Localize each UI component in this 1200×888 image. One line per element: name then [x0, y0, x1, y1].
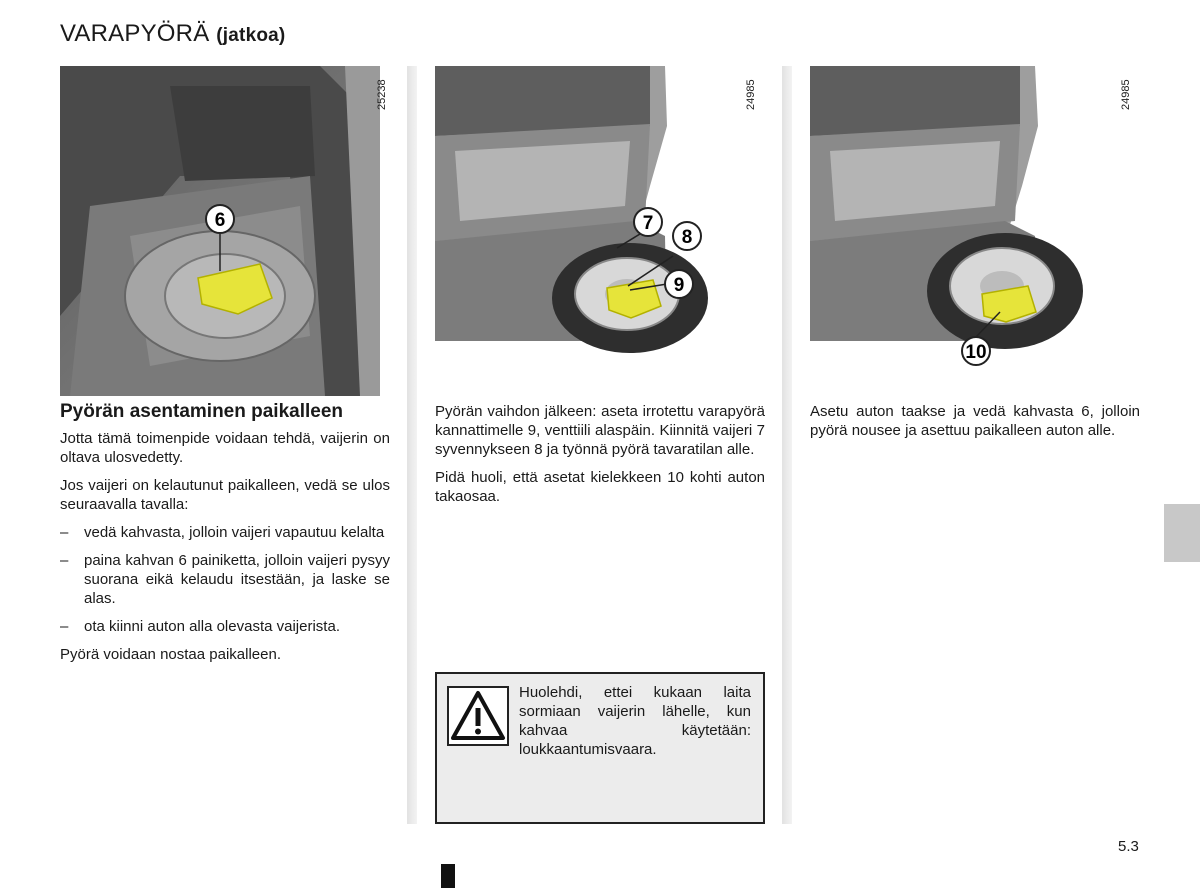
- list-item: – ota kiinni auton alla olevasta vaijerista.: [60, 617, 390, 636]
- paragraph: Asetu auton taakse ja vedä kahvasta 6, jolloin pyörä nousee ja asettuu paikalleen auton alle.: [810, 403, 1140, 439]
- figure-ref-code: 24985: [745, 79, 757, 110]
- paragraph: Pyörän vaihdon jälkeen: aseta irrotettu varapyörä kannattimelle 9, venttiili alaspäin. Kiinnitä vaijeri 7 syvennykseen 8 ja työnnä pyörä tavaratilan alle.: [435, 403, 765, 458]
- callout-6: 6: [214, 210, 226, 231]
- title-main: VARAPYÖRÄ: [60, 20, 210, 47]
- figure-ref-code: 25238: [376, 79, 388, 110]
- page-title: [60, 20, 285, 48]
- spare-wheel-fitting-illustration: [435, 66, 765, 396]
- warning-text: Huolehdi, ettei kukaan laita sormiaan vaijerin lähelle, kun kahvaa käytetään: loukkaantumisvaara.: [519, 684, 751, 758]
- list-item-text: paina kahvan 6 painiketta, jolloin vaijeri pysyy suorana eikä kelaudu itsestään, ja laske se alas.: [84, 552, 390, 607]
- warning-box: [435, 672, 765, 824]
- right-column: [810, 402, 1140, 449]
- column-separator: [782, 66, 792, 824]
- list-item-text: vedä kahvasta, jolloin vaijeri vapautuu kelalta: [84, 524, 385, 541]
- warning-triangle-icon: [447, 686, 509, 746]
- paragraph: Jos vaijeri on kelautunut paikalleen, vedä se ulos seuraavalla tavalla:: [60, 477, 390, 513]
- callout-8: 8: [681, 227, 693, 248]
- paragraph: Jotta tämä toimenpide voidaan tehdä, vaijerin on oltava ulosvedetty.: [60, 430, 390, 466]
- paragraph: Pyörä voidaan nostaa paikalleen.: [60, 646, 281, 663]
- callout-10: 10: [965, 342, 987, 363]
- callout-9: 9: [673, 275, 685, 296]
- page-number: 5.3: [1118, 838, 1139, 855]
- list-item: – vedä kahvasta, jolloin vaijeri vapautuu kelalta: [60, 523, 390, 542]
- figure-ref-code: 24985: [1120, 79, 1132, 110]
- trunk-illustration: [60, 66, 380, 396]
- chapter-tab: [1164, 504, 1200, 562]
- spare-wheel-raised-illustration: [810, 66, 1140, 396]
- column-separator: [407, 66, 417, 824]
- title-continued: (jatkoa): [216, 25, 286, 46]
- left-column: [60, 402, 390, 673]
- middle-column: [435, 402, 765, 515]
- section-heading: Pyörän asentaminen paikalleen: [60, 401, 344, 422]
- callout-7: 7: [642, 213, 654, 234]
- crop-mark: [441, 864, 455, 888]
- paragraph: Pidä huoli, että asetat kielekkeen 10 kohti auton takaosaa.: [435, 469, 765, 505]
- list-item: – paina kahvan 6 painiketta, jolloin vaijeri pysyy suorana eikä kelaudu itsestään, ja laske se alas.: [60, 552, 390, 607]
- list-item-text: ota kiinni auton alla olevasta vaijerista.: [84, 618, 340, 635]
